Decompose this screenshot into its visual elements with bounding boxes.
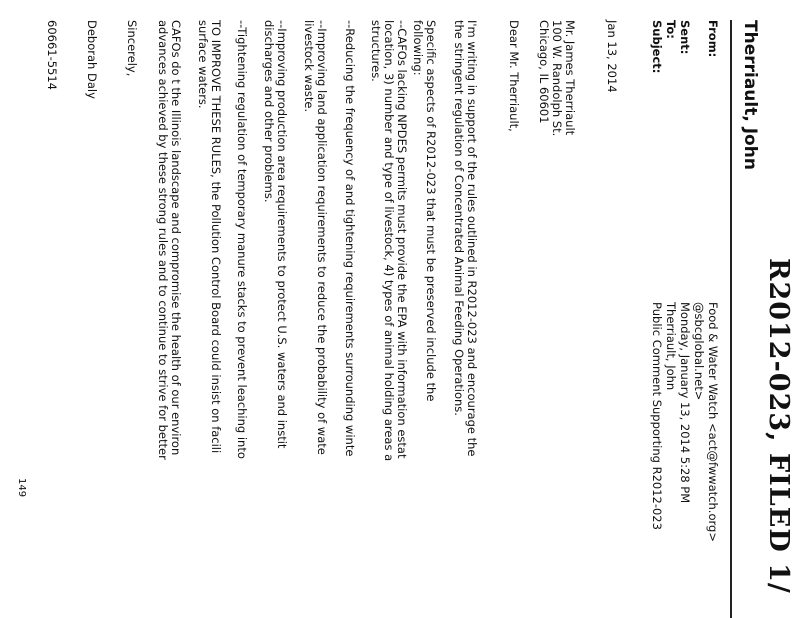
header-value: @sbcglobal.net> xyxy=(692,302,706,401)
paragraph-line: surface waters. xyxy=(196,20,210,109)
address-line: Mr. James Therriault xyxy=(563,20,577,136)
header-label: Subject: xyxy=(650,20,664,74)
paragraph-line: --CAFOs lacking NPDES permits must provide the EPA with information estat xyxy=(395,20,409,459)
header-value: Monday, January 13, 2014 5:28 PM xyxy=(678,302,692,504)
paragraph-line: the stringent regulation of Concentrated Animal Feeding Operations. xyxy=(452,20,466,416)
paragraph xyxy=(302,20,328,618)
paragraph-line: location, 3) number and type of livestock, 4) types of animal holding areas a xyxy=(382,20,396,462)
paragraph-line: --Tightening regulation of temporary manure stacks to prevent leaching into xyxy=(235,20,249,459)
address-line: 100 W. Randolph St. xyxy=(550,20,564,137)
paragraph-line: advances achieved by these strong rules and to continue to strive for better xyxy=(156,20,170,460)
page-number: 149 xyxy=(16,478,27,498)
paragraph xyxy=(235,20,248,618)
filing-stamp: R2012-023, FILED 1/ xyxy=(763,258,794,594)
zip-code: 60661-5514 xyxy=(45,20,59,90)
sender-name: Therriault, John xyxy=(740,20,760,170)
paragraph-line: CAFOs do t the Illinois landscape and compromise the health of our environ xyxy=(169,20,183,456)
header-label: To: xyxy=(664,20,678,39)
paragraph-line: TO IMPROVE THESE RULES, the Pollution Control Board could insist on facili xyxy=(209,20,223,454)
paragraph xyxy=(262,20,288,618)
paragraph-line: following: xyxy=(411,20,425,76)
paragraph-line: I'm writing in support of the rules outlined in R2012-023 and encourage the xyxy=(465,20,479,457)
header-value: Food & Water Watch <act@fwwatch.org> xyxy=(706,302,720,542)
header-label: Sent: xyxy=(678,20,692,55)
paragraph-line: --Improving production area requirements to protect U.S. waters and instit xyxy=(275,20,289,449)
paragraph-line: discharges and other problems. xyxy=(262,20,276,203)
header-label: From: xyxy=(706,20,720,58)
paragraph-line: structures. xyxy=(369,20,383,82)
letter-date: Jan 13, 2014 xyxy=(605,20,619,93)
header-rule xyxy=(730,20,732,618)
paragraph-line: --Reducing the frequency of and tightening requirements surrounding winte xyxy=(343,20,357,457)
paragraph-line: livestock waste. xyxy=(302,20,316,113)
paragraph xyxy=(369,20,408,618)
address-line: Chicago, IL 60601 xyxy=(537,20,551,124)
salutation: Dear Mr. Therriault, xyxy=(507,20,521,132)
signature-name: Deborah Daly xyxy=(85,20,99,99)
closing: Sincerely, xyxy=(125,20,139,77)
paragraph xyxy=(156,20,182,618)
paragraph xyxy=(343,20,356,618)
paragraph-line: --Improving land application requirements to reduce the probability of wate xyxy=(315,20,329,455)
header-value: Public Comment Supporting R2012-023 xyxy=(650,302,664,530)
paragraph-line: Specific aspects of R2012-023 that must be preserved include the xyxy=(424,20,438,402)
paragraph xyxy=(411,20,437,618)
header-value: Therriault, John xyxy=(664,302,678,391)
paragraph xyxy=(452,20,478,618)
paragraph xyxy=(196,20,222,618)
